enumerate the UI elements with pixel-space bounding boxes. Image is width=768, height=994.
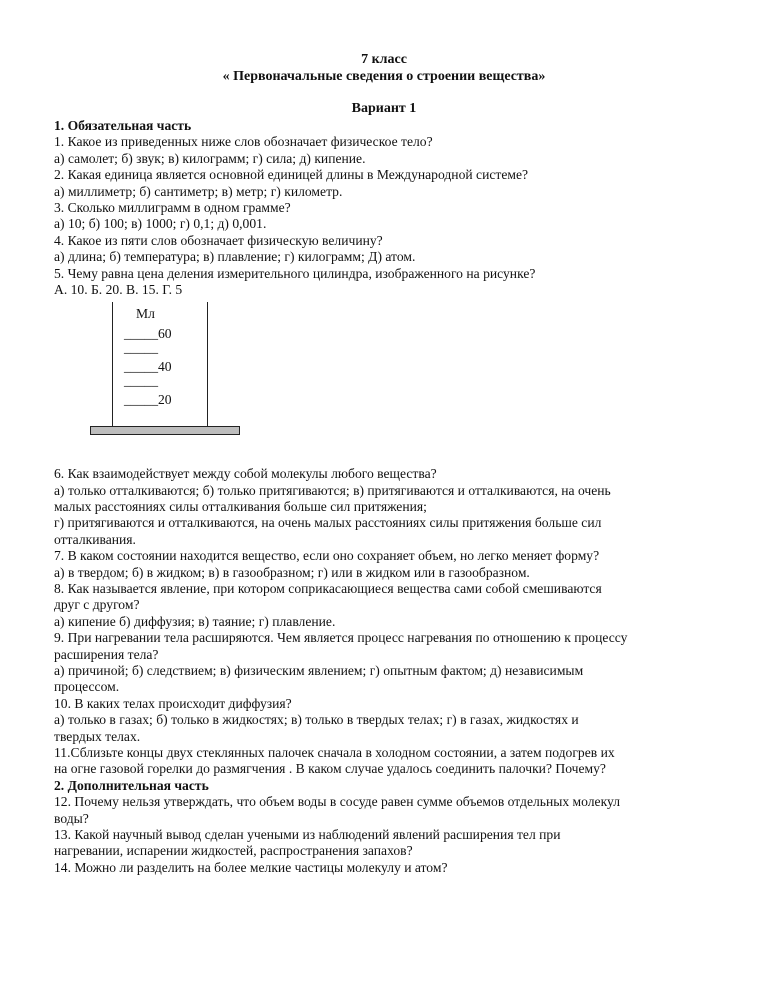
question-8-text: 8. Как называется явление, при котором соприкасающиеся вещества сами собой смешиваются: [54, 581, 602, 597]
scale-mark-blank: _____: [124, 340, 158, 356]
scale-mark-40: _____40: [124, 359, 172, 375]
question-1-text: 1. Какое из приведенных ниже слов обозначает физическое тело?: [54, 134, 433, 150]
question-5-text: 5. Чему равна цена деления измерительного цилиндра, изображенного на рисунке?: [54, 265, 536, 281]
scale-mark-60: _____60: [124, 326, 172, 342]
question-4-options: а) длина; б) температура; в) плавление; г) килограмм; Д) атом.: [54, 249, 416, 265]
part2-title: 2. Дополнительная часть: [54, 777, 209, 793]
question-9-options: процессом.: [54, 679, 120, 695]
question-13-text: нагревании, испарении жидкостей, распространения запахов?: [54, 843, 413, 859]
question-1-options: а) самолет; б) звук; в) килограмм; г) сила; д) кипение.: [54, 150, 366, 166]
question-7-text: 7. В каком состоянии находится вещество, если оно сохраняет объем, но легко меняет форму?: [54, 548, 600, 564]
question-11-text: на огне газовой горелки до размягчения . В каком случае удалось соединить палочки? Почему?: [54, 761, 606, 777]
measuring-cylinder-figure: [54, 298, 724, 466]
question-6-options: а) только отталкиваются; б) только притягиваются; в) притягиваются и отталкиваются, на очень: [54, 482, 611, 498]
variant-heading: Вариант 1: [351, 101, 417, 116]
question-2-options: а) миллиметр; б) сантиметр; в) метр; г) километр.: [54, 183, 343, 199]
question-10-options: твердых телах.: [54, 728, 141, 744]
question-10-text: 10. В каких телах происходит диффузия?: [54, 695, 292, 711]
question-6-options: г) притягиваются и отталкиваются, на очень малых расстояниях силы притяжения больше сил: [54, 515, 602, 531]
question-2-text: 2. Какая единица является основной единицей длины в Международной системе?: [54, 167, 529, 183]
scale-mark-blank: _____: [124, 373, 158, 389]
cylinder-unit-label: Мл: [136, 306, 155, 322]
question-12-text: воды?: [54, 810, 89, 826]
question-4-text: 4. Какое из пяти слов обозначает физическую величину?: [54, 232, 383, 248]
grade-heading: 7 класс: [361, 52, 407, 67]
question-8-options: а) кипение б) диффузия; в) таяние; г) плавление.: [54, 613, 336, 629]
topic-heading: « Первоначальные сведения о строении вещества»: [222, 69, 546, 84]
question-10-options: а) только в газах; б) только в жидкостях; в) только в твердых телах; г) в газах, жидкостях и: [54, 712, 579, 728]
question-3-options: а) 10; б) 100; в) 1000; г) 0,1; д) 0,001.: [54, 216, 267, 232]
question-9-options: а) причиной; б) следствием; в) физическим явлением; г) опытным фактом; д) независимым: [54, 662, 584, 678]
question-13-text: 13. Какой научный вывод сделан учеными из наблюдений явлений расширения тел при: [54, 826, 561, 842]
question-9-text: 9. При нагревании тела расширяются. Чем является процесс нагревания по отношению к процессу: [54, 630, 628, 646]
question-7-options: а) в твердом; б) в жидком; в) в газообразном; г) или в жидком или в газообразном.: [54, 564, 530, 580]
question-12-text: 12. Почему нельзя утверждать, что объем воды в сосуде равен сумме объемов отдельных молекул: [54, 794, 620, 810]
question-5-options: А. 10. Б. 20. В. 15. Г. 5: [54, 281, 183, 297]
question-6-text: 6. Как взаимодействует между собой молекулы любого вещества?: [54, 466, 437, 482]
question-8-text: друг с другом?: [54, 597, 140, 613]
question-3-text: 3. Сколько миллиграмм в одном грамме?: [54, 199, 291, 215]
question-6-options: отталкивания.: [54, 531, 136, 547]
part1-title: 1. Обязательная часть: [54, 118, 192, 133]
question-6-options: малых расстояниях силы отталкивания больше сил притяжения;: [54, 499, 427, 515]
question-9-text: расширения тела?: [54, 646, 159, 662]
question-14-text: 14. Можно ли разделить на более мелкие частицы молекулу и атом?: [54, 859, 448, 875]
cylinder-base: [90, 426, 240, 435]
questions-body: [54, 118, 724, 876]
scale-mark-20: _____20: [124, 392, 172, 408]
question-11-text: 11.Сблизьте концы двух стеклянных палочек сначала в холодном состоянии, а затем подогрев их: [54, 744, 615, 760]
